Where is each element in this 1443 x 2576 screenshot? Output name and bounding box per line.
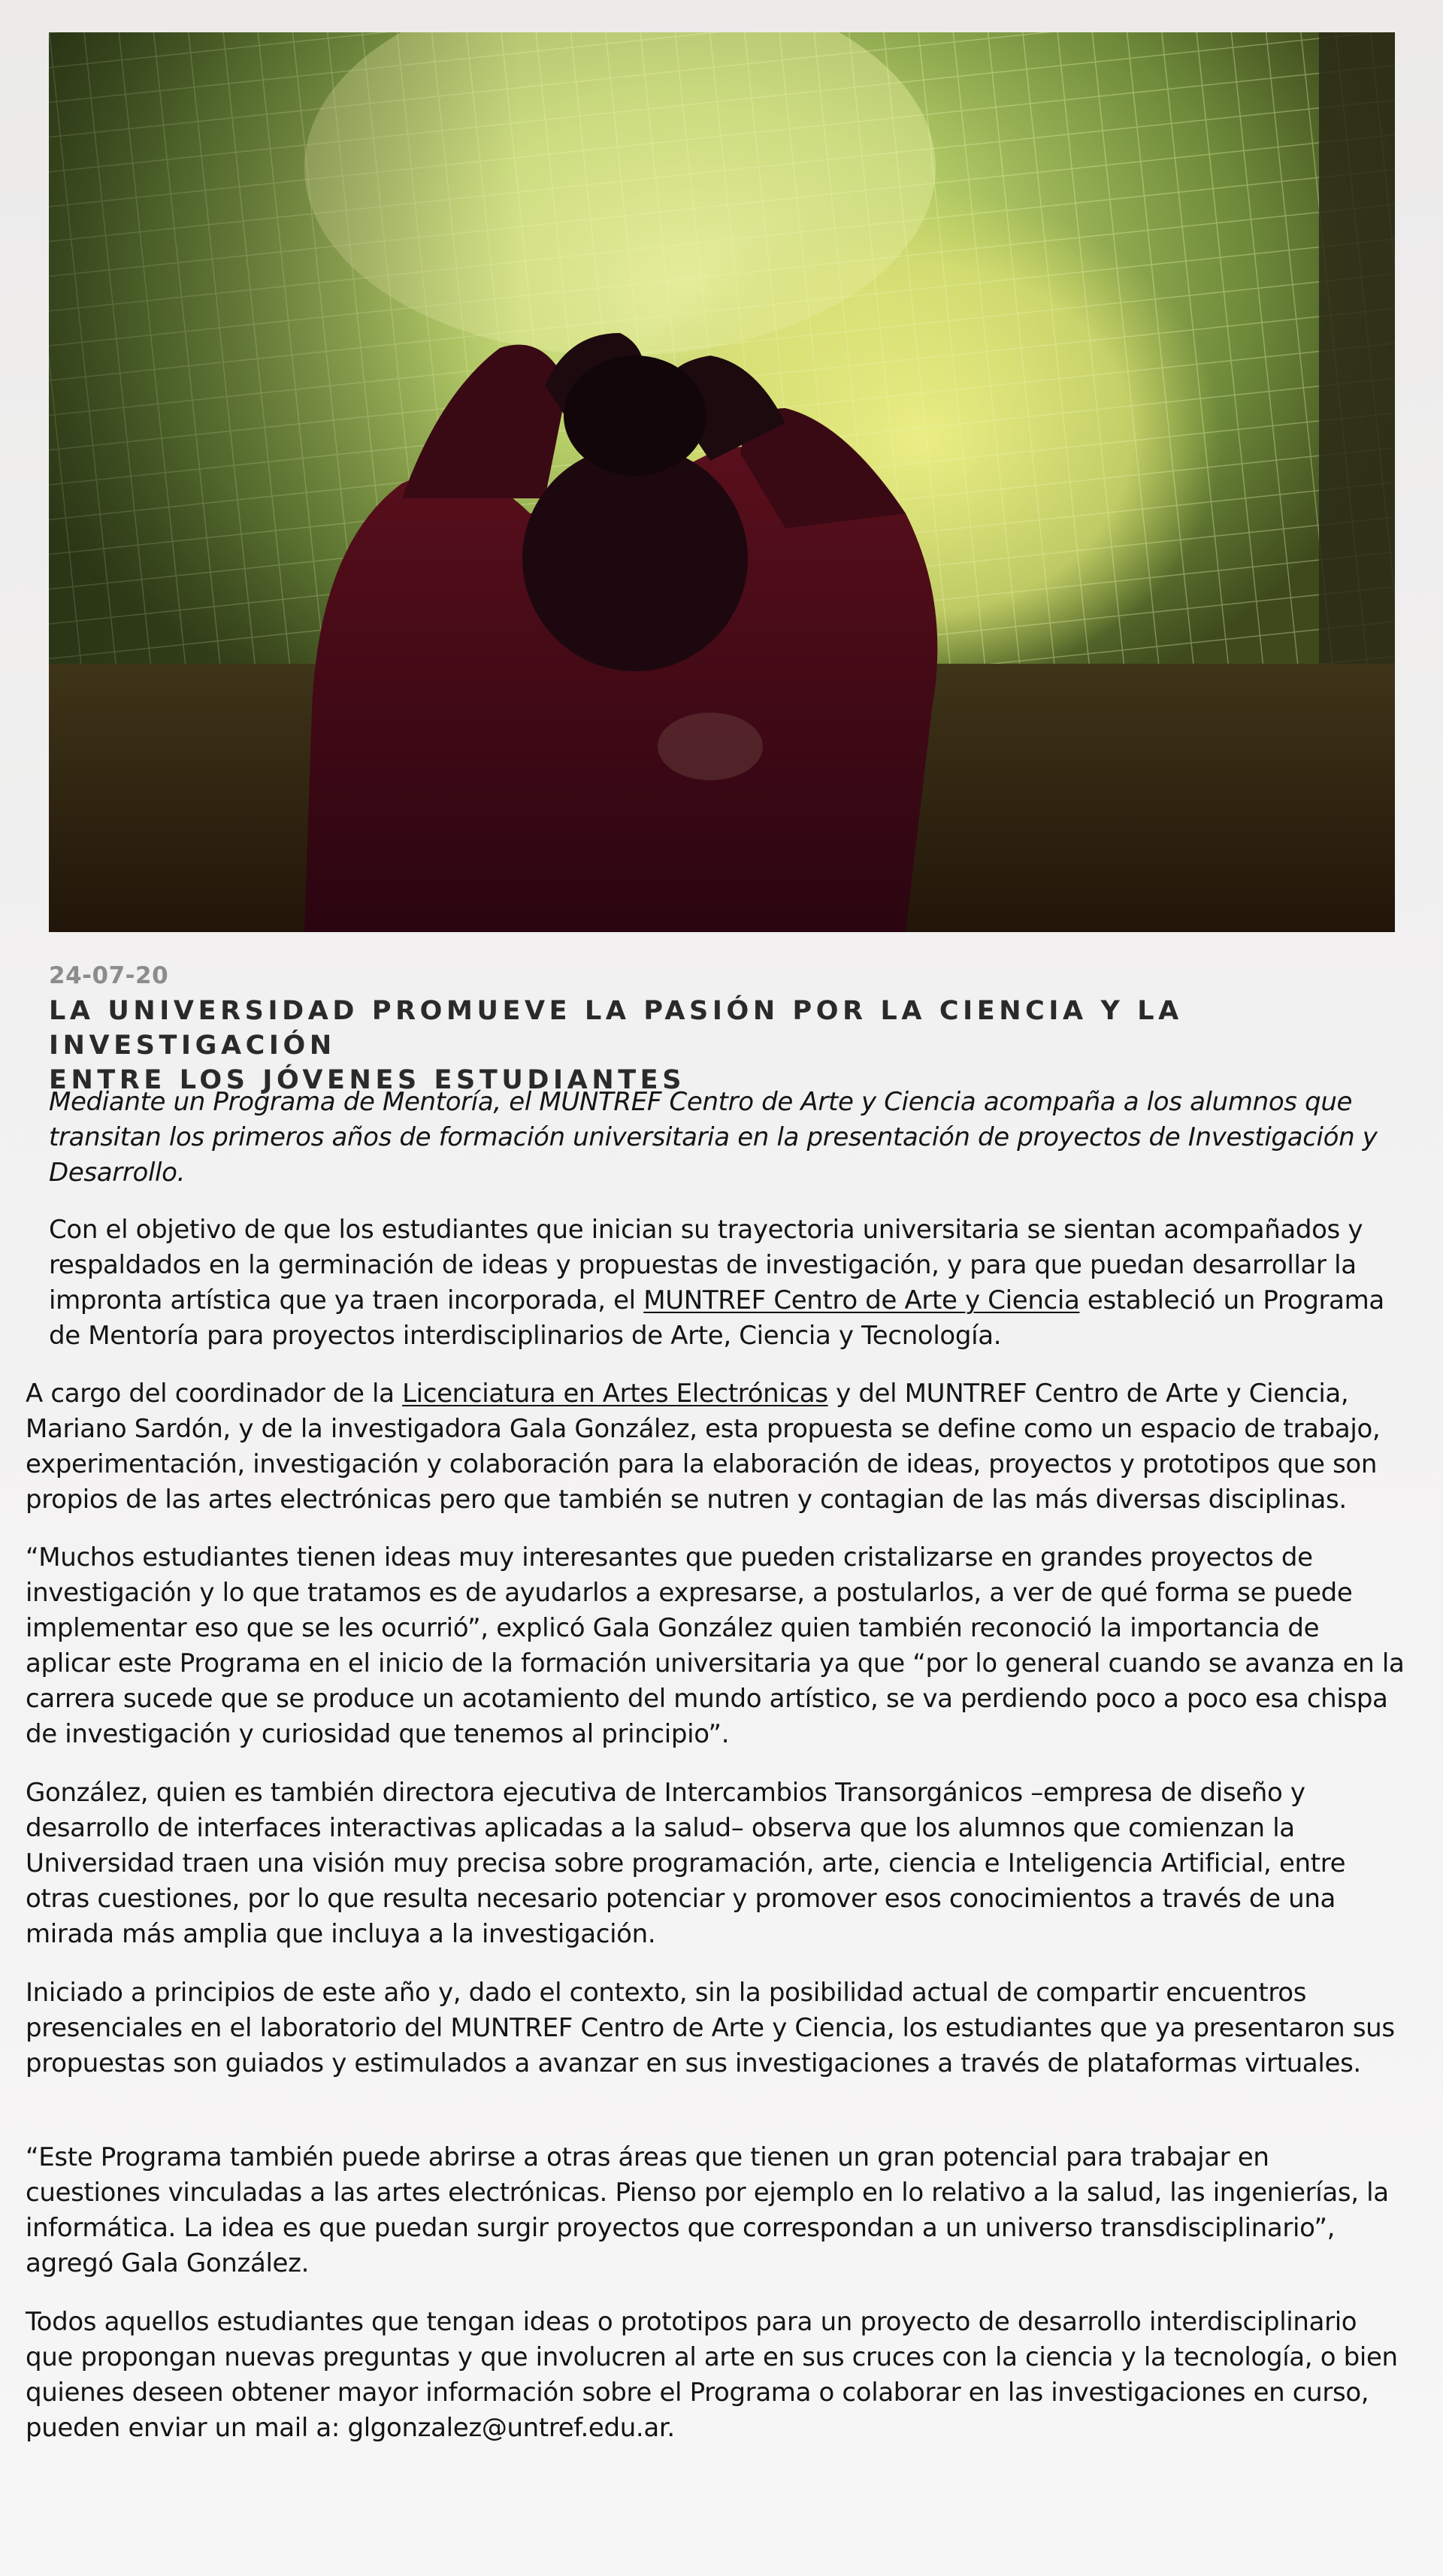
article-paragraph-6: “Este Programa también puede abrirse a otras áreas que tienen un gran potencial para trabajar en cuestiones vinculadas a las artes electrónicas. Pienso por ejemplo en lo relativo a la salud, las ingenierías, la informática. La idea es que puedan surgir proyectos que correspondan a un universo transdisciplinario”, agregó Gala González. bbox=[26, 2142, 1389, 2278]
article-paragraph-7: Todos aquellos estudiantes que tengan ideas o prototipos para un proyecto de desarrollo interdisciplinario que propongan nuevas preguntas y que involucren al arte en sus cruces con la ciencia y la tecnología, o bien quienes deseen obtener mayor información sobre el Programa o colaborar en las investigaciones en curso, pueden enviar un mail a: glgonzalez@untref.edu.ar. bbox=[26, 2307, 1398, 2443]
page-title-line-1: LA UNIVERSIDAD PROMUEVE LA PASIÓN POR LA CIENCIA Y LA INVESTIGACIÓN bbox=[49, 996, 1183, 1061]
paragraph-2-text-before: A cargo del coordinador de la bbox=[26, 1379, 403, 1409]
licenciatura-link[interactable]: Licenciatura en Artes Electrónicas bbox=[402, 1379, 828, 1409]
article-paragraph-3: “Muchos estudiantes tienen ideas muy interesantes que pueden cristalizarse en grandes proyectos de investigación y lo que tratamos es de ayudarlos a expresarse, a postularlos, a ver de qué forma se puede implementar eso que se les ocurrió”, explicó Gala González quien también reconoció la importancia de aplicar este Programa en el inicio de la formación universitaria ya que “por lo general cuando se avanza en la carrera sucede que se produce un acotamiento del mundo artístico, se va perdiendo poco a poco esa chispa de investigación y curiosidad que tenemos al principio”. bbox=[26, 1542, 1405, 1749]
paragraph-2-text-after: y del MUNTREF Centro de Arte y Ciencia, Mariano Sardón, y de la investigadora Gala González, esta propuesta se define como un espacio de trabajo, experimentación, investigación y colaboración para la elaboración de ideas, proyectos y prototipos que son propios de las artes electrónicas pero que también se nutren y contagian de las más diversas disciplinas. bbox=[26, 1379, 1381, 1515]
hero-photo-illustration bbox=[49, 32, 1395, 932]
article-paragraph-4: González, quien es también directora ejecutiva de Intercambios Transorgánicos –empresa de diseño y desarrollo de interfaces interactivas aplicadas a la salud– observa que los alumnos que comienzan la Universidad traen una visión muy precisa sobre programación, arte, ciencia e Inteligencia Artificial, entre otras cuestiones, por lo que resulta necesario potenciar y promover esos conocimientos a través de una mirada más amplia que incluya a la investigación. bbox=[26, 1778, 1346, 1949]
muntref-link[interactable]: MUNTREF Centro de Arte y Ciencia bbox=[643, 1285, 1080, 1315]
article-paragraph-2 bbox=[26, 1376, 1408, 1518]
article-date: 24-07-20 bbox=[49, 962, 169, 989]
page-title bbox=[49, 994, 1402, 1097]
paragraph-1-text-after: estableció un Programa de Mentoría para proyectos interdisciplinarios de Arte, Ciencia y Tecnología. bbox=[49, 1285, 1384, 1351]
article-lede: Mediante un Programa de Mentoría, el MUNTREF Centro de Arte y Ciencia acompaña a los alumnos que transitan los primeros años de formación universitaria en la presentación de proyectos de Investigación y Desarrollo. bbox=[49, 1087, 1378, 1188]
page-title-line-2: ENTRE LOS JÓVENES ESTUDIANTES bbox=[49, 1065, 686, 1095]
article-paragraph-1 bbox=[49, 1212, 1402, 1354]
paragraph-1-text-before: Con el objetivo de que los estudiantes que inician su trayectoria universitaria se sientan acompañados y respaldados en la germinación de ideas y propuestas de investigación, y para que puedan desarrollar la impronta artística que ya traen incorporada, el bbox=[49, 1215, 1363, 1315]
article-paragraph-5: Iniciado a principios de este año y, dado el contexto, sin la posibilidad actual de compartir encuentros presenciales en el laboratorio del MUNTREF Centro de Arte y Ciencia, los estudiantes que ya presentaron sus propuestas son guiados y estimulados a avanzar en sus investigaciones a través de plataformas virtuales. bbox=[26, 1978, 1395, 2078]
hero-photo bbox=[49, 32, 1395, 932]
